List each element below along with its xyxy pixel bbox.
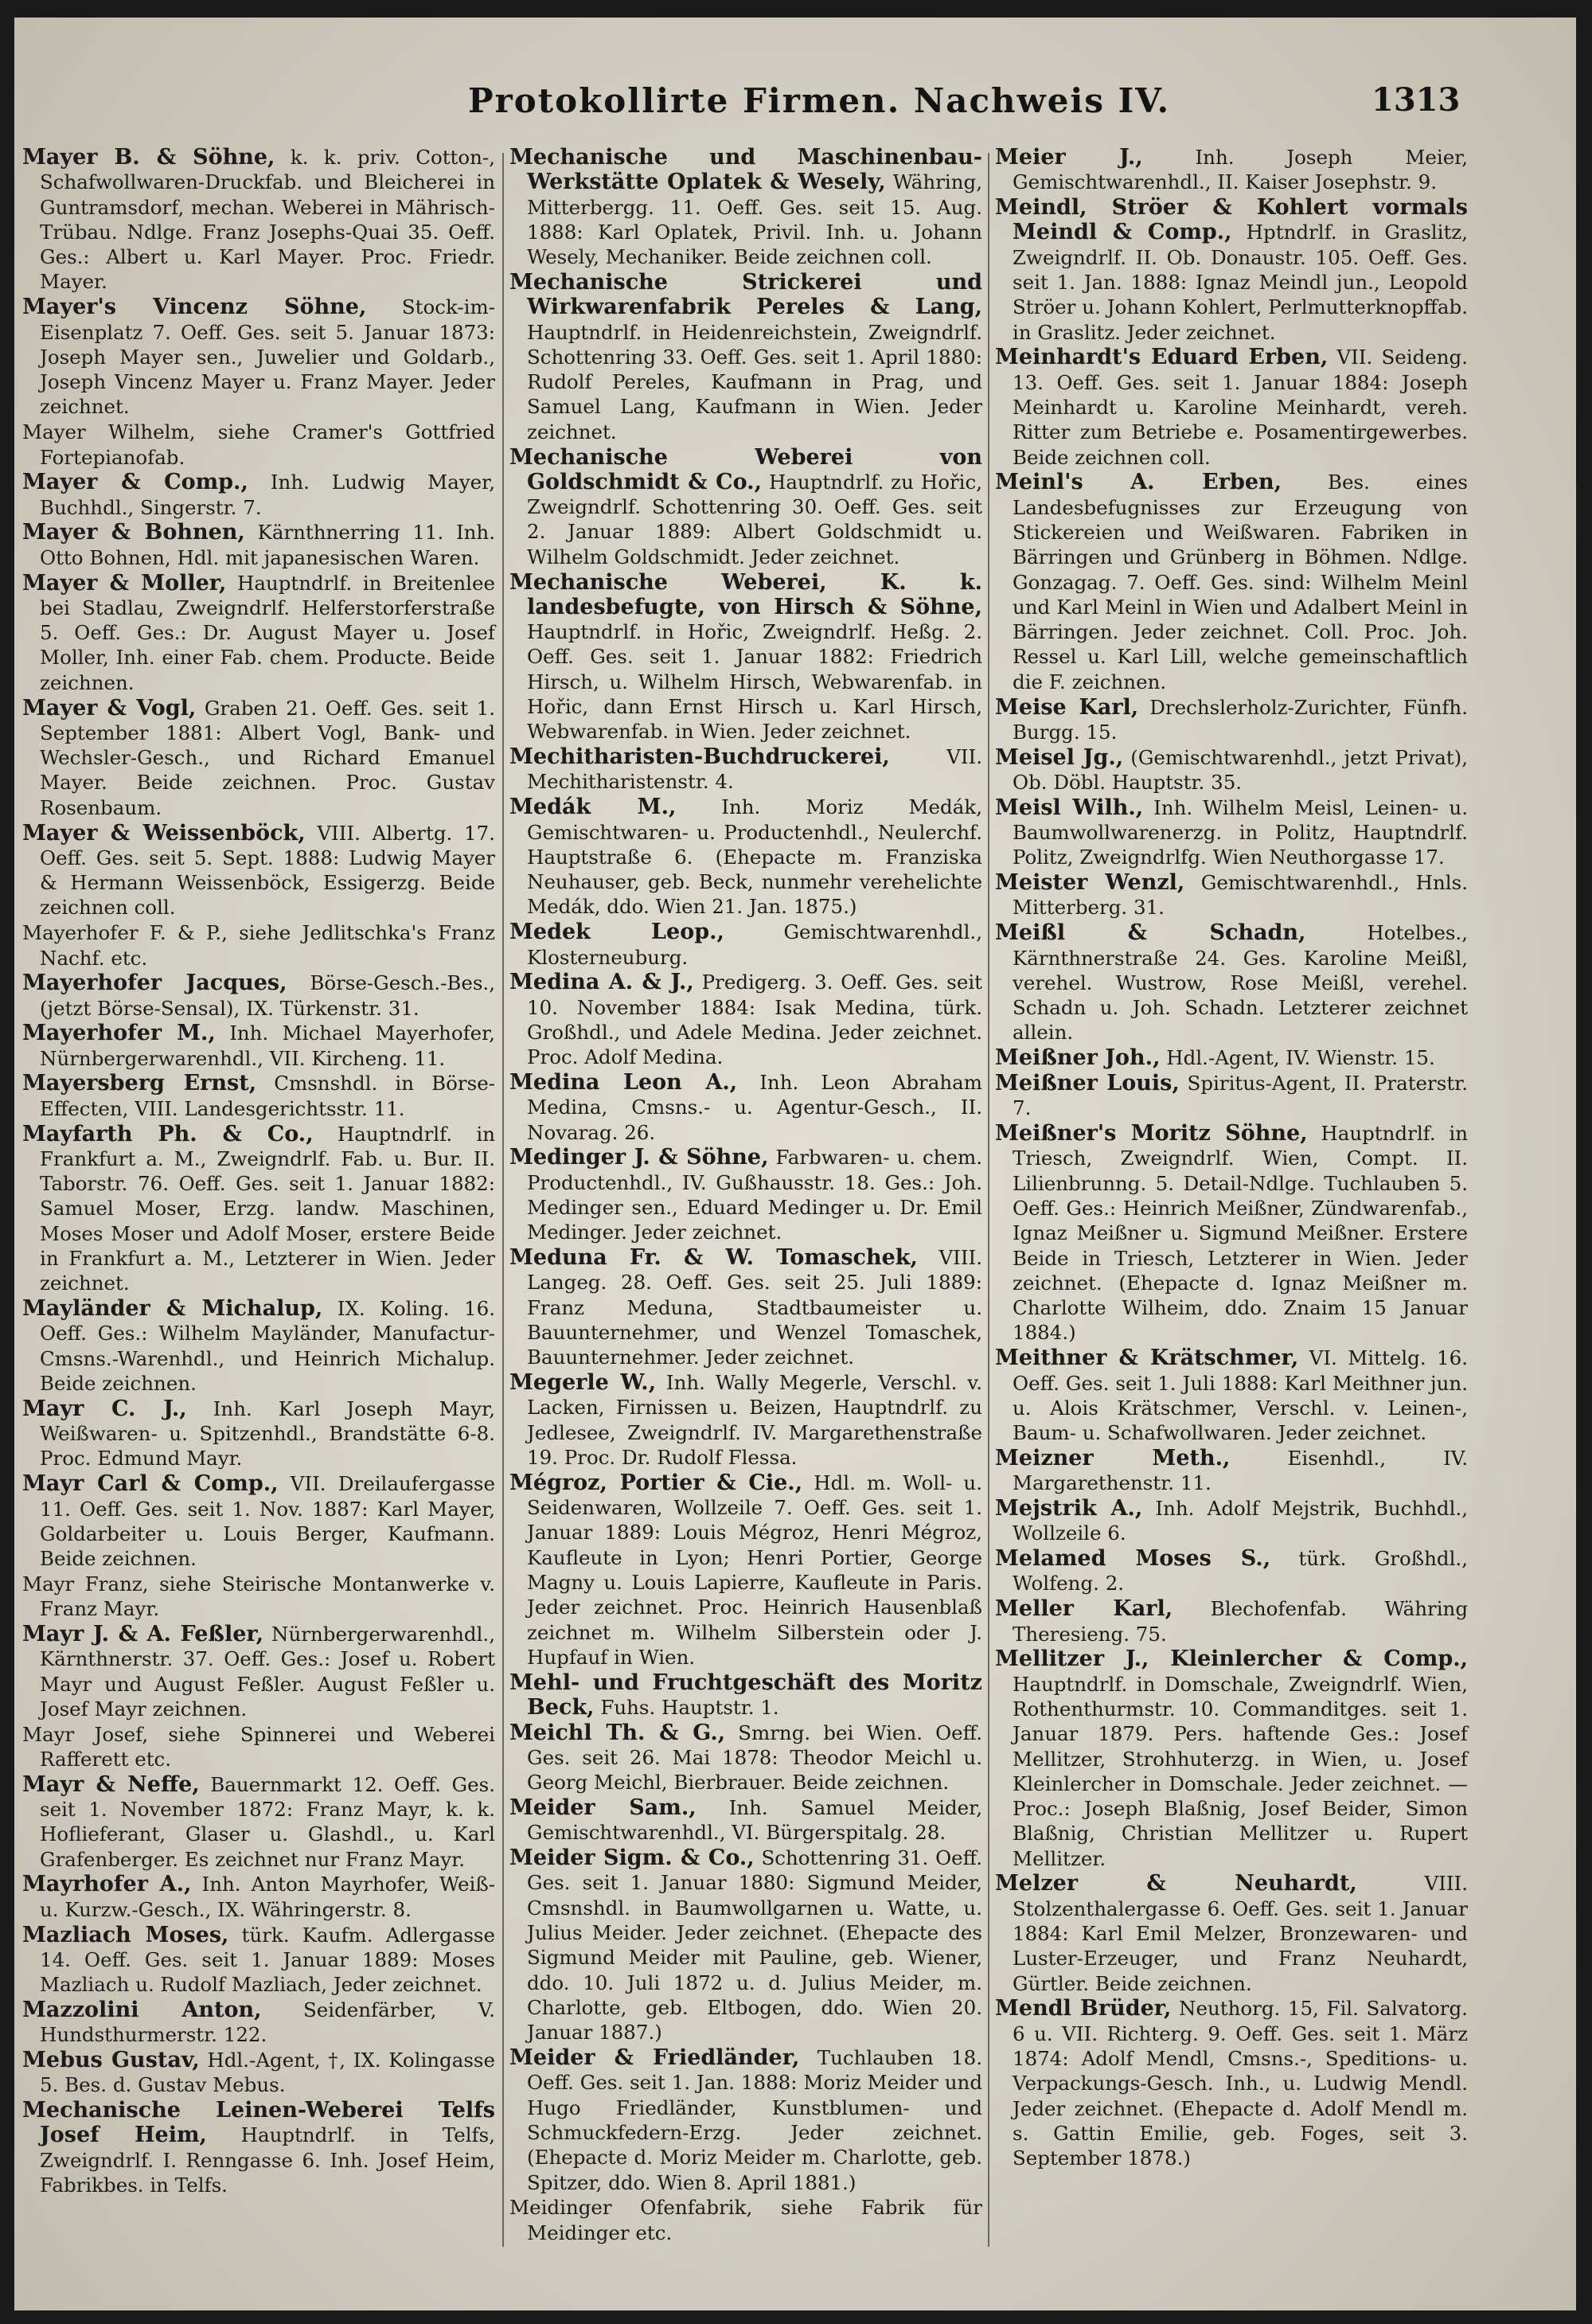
directory-entry [995,1546,1468,1596]
entry-text: VII. Mechitharistenstr. 4. [527,745,982,794]
entry-text: Nürnbergerwarenhdl., Kärnthnerstr. 37. Oeff. Ges.: Josef u. Robert Mayr und August Feßler. August Feßler u. Josef Mayr zeichnen. [40,1623,495,1721]
directory-entry [22,295,495,419]
directory-entry [22,696,495,820]
firm-name: Mayer & Weissenböck, [22,820,306,846]
entry-text: Hauptndrlf. in Triesch, Zweigndrlf. Wien, Compt. II. Lilienbrunng. 5. Detail-Ndlge. Tuchlauben 5. Oeff. Ges.: Heinrich Meißner, Zündwarenfab., Ignaz Meißner u. Sigmund Meißner. Erstere Beide in Triesch, Letzterer in Wien. Jeder zeichnet. (Ehepacte d. Ignaz Meißner m. Charlotte Wilheim, ddo. Znaim 15 Januar 1884.) [1013,1122,1469,1345]
entry-text: Graben 21. Oeff. Ges. seit 1. September 1881: Albert Vogl, Bank- und Wechsler-Gesch., und Richard Emanuel Mayer. Beide zeichnen. Proc. Gustav Rosenbaum. [40,696,495,819]
firm-name: Mayer & Bohnen, [22,520,245,545]
entry-text: Inh. Leon Abraham Medina, Cmsns.- u. Agentur-Gesch., II. Novarag. 26. [527,1070,982,1144]
directory-entry [509,1670,982,1721]
firm-name: Mayer & Comp., [22,470,248,495]
column-middle [509,145,982,2245]
entry-text: IX. Koling. 16. Oeff. Ges.: Wilhelm Mayländer, Manufactur-Cmsns.-Warenhdl., und Heinrich Michalup. Beide zeichnen. [40,1297,495,1396]
entry-text: Eisenhdl., IV. Margarethenstr. 11. [1013,1446,1468,1495]
directory-entry [22,1872,495,1922]
directory-entry [22,145,495,295]
directory-entry [509,920,982,970]
entry-text: VII. Seideng. 13. Oeff. Ges. seit 1. Januar 1884: Joseph Meinhardt u. Karoline Meinhardt, vereh. Ritter zum Betriebe e. Posamentirgewerbes. Beide zeichnen coll. [1013,346,1468,469]
directory-entry [22,1296,495,1396]
entry-text: Drechslerholz-Zurichter, Fünfh. Burgg. 15. [1013,695,1468,744]
directory-entry [509,1471,982,1670]
directory-entry [509,270,982,444]
directory-entry [22,571,495,695]
firm-name: Mayer's Vincenz Söhne, [22,295,367,320]
entry-text: Inh. Ludwig Mayer, Buchhdl., Singerstr. 7. [40,471,495,519]
firm-name: Mechanische Strickerei und Wirkwarenfabrik Pereles & Lang, [509,269,982,320]
firm-name: Medina A. & J., [509,970,694,995]
directory-entry [22,1021,495,1071]
entry-text: Mayer Wilhelm, siehe Cramer's Gottfried Fortepianofab. [22,420,495,469]
page [14,18,1576,2310]
entry-text: Inh. Anton Mayrhofer, Weiß- u. Kurzw.-Gesch., IX. Währingerstr. 8. [40,1873,495,1921]
firm-name: Mayfarth Ph. & Co., [22,1121,314,1146]
firm-name: Mayr C. J., [22,1396,187,1421]
directory-entry [22,920,495,971]
directory-entry [995,1996,1468,2170]
firm-name: Mayr J. & A. Feßler, [22,1622,264,1647]
directory-entry [22,1998,495,2048]
directory-entry [509,570,982,744]
entry-text: Bes. eines Landesbefugnisses zur Erzeugung von Stickereien und Weißwaren. Fabriken in Bärringen und Grünberg in Böhmen. Ndlge. Gonzagag. 7. Oeff. Ges. sind: Wilhelm Meinl und Karl Meinl in Wien und Adalbert Meinl in Bärringen. Jeder zeichnet. Coll. Proc. Joh. Ressel u. Karl Lill, welche gemeinschaftlich die F. zeichnen. [1013,471,1468,693]
directory-entry [509,1795,982,1846]
entry-text: Hotelbes., Kärnthnerstraße 24. Ges. Karoline Meißl, verehel. Wustrow, Rose Meißl, verehel. Schadn u. Joh. Schadn. Letzterer zeichnet allein. [1013,921,1468,1045]
directory-entry [22,1071,495,1121]
firm-name: Meinhardt's Eduard Erben, [995,345,1329,370]
entry-text: Inh. Adolf Mejstrik, Buchhdl., Wollzeile 6. [1013,1497,1468,1545]
entry-text: Blechofenfab. Währing Theresieng. 75. [1013,1597,1469,1646]
firm-name: Meithner & Krätschmer, [995,1346,1299,1371]
entry-text: Inh. Samuel Meider, Gemischtwarenhdl., VI. Bürgerspitalg. 28. [527,1796,982,1845]
directory-entry [22,470,495,520]
firm-name: Mayrhofer A., [22,1872,192,1897]
directory-entry [22,1722,495,1772]
column-divider [502,153,504,2247]
directory-entry [22,2098,495,2197]
firm-name: Mayer B. & Söhne, [22,145,275,170]
firm-name: Mechanische Weberei, K. k. landesbefugte, von Hirsch & Söhne, [509,569,982,619]
firm-name: Mayer & Moller, [22,570,227,596]
firm-name: Meindl, Ströer & Kohlert vormals Meindl & Comp., [995,195,1468,245]
firm-name: Mendl Brüder, [995,1996,1172,2021]
entry-text: Mayr Josef, siehe Spinnerei und Weberei Rafferett etc. [22,1722,495,1771]
directory-entry [509,1070,982,1145]
entry-text: Spiritus-Agent, II. Praterstr. 7. [1013,1071,1468,1120]
entry-text: Seidenfärber, V. Hundsthurmerstr. 122. [40,1998,496,2047]
entry-text: Kärnthnerring 11. Inh. Otto Bohnen, Hdl. mit japanesischen Waren. [40,521,495,569]
firm-name: Meinl's A. Erben, [995,470,1282,495]
firm-name: Medina Leon A., [509,1069,738,1095]
firm-name: Meduna Fr. & W. Tomaschek, [509,1245,918,1271]
firm-name: Meichl Th. & G., [509,1720,726,1745]
entry-text: VI. Mittelg. 16. Oeff. Ges. seit 1. Juli 1888: Karl Meithner jun. u. Alois Krätschmer, Verschl. v. Leinen-, Baum- u. Schafwollwaren. Jeder zeichnet. [1013,1346,1468,1445]
firm-name: Meißner's Moritz Söhne, [995,1121,1308,1146]
firm-name: Meller Karl, [995,1596,1173,1622]
entry-text: Hauptndrlf. in Heidenreichstein, Zweigndrlf. Schottenring 33. Oeff. Ges. seit 1. April 1880: Rudolf Pereles, Kaufmann in Prag, und Samuel Lang, Kaufmann in Wien. Jeder zeichnet. [527,320,982,443]
directory-entry [22,971,495,1021]
entry-text: Hauptndrlf. in Frankfurt a. M., Zweigndrlf. Fab. u. Bur. II. Taborstr. 76. Oeff. Ges. seit 1. Januar 1882: Samuel Moser, Erzg. landw. Maschinen, Moses Moser und Adolf Moser, erstere Beide in Frankfurt a. M., Letzterer in Wien. Jeder zeichnet. [40,1122,495,1295]
entry-text: Börse-Gesch.-Bes., (jetzt Börse-Sensal), IX. Türkenstr. 31. [40,971,495,1020]
firm-name: Meister Wenzl, [995,870,1185,896]
directory-entry [509,744,982,795]
entry-text: Smrng. bei Wien. Oeff. Ges. seit 26. Mai 1878: Theodor Meichl u. Georg Meichl, Bierbrauer. Beide zeichnen. [527,1721,982,1795]
entry-text: Hdl. m. Woll- u. Seidenwaren, Wollzeile 7. Oeff. Ges. seit 1. Januar 1889: Louis Mégroz, Henri Mégroz, Kaufleute in Lyon; Henri Portier, George Magny u. Louis Lapierre, Kaufleute in Paris. Jeder zeichnet. Proc. Heinrich Hausenblaß zeichnet m. Wilhelm Silberstein oder J. Hupfauf in Wien. [527,1471,982,1669]
firm-name: Mehl- und Fruchtgeschäft des Moritz Beck, [509,1670,982,1720]
page-number: 1313 [1372,81,1461,119]
firm-name: Meisel Jg., [995,744,1124,770]
firm-name: Medák M., [509,795,677,820]
directory-entry [995,795,1468,870]
firm-name: Meise Karl, [995,694,1139,720]
directory-entry [22,1622,495,1721]
directory-entry [995,1446,1468,1496]
directory-entry [995,1121,1468,1346]
entry-text: Mayr Franz, siehe Steirische Montanwerke v. Franz Mayr. [22,1572,495,1621]
entry-text: VIII. Langeg. 28. Oeff. Ges. seit 25. Juli 1889: Franz Meduna, Stadtbaumeister u. Bauunternehmer, und Wenzel Tomaschek, Bauunternehmer. Jeder zeichnet. [527,1246,982,1369]
firm-name: Mechanische Weberei von Goldschmidt & Co., [509,444,982,494]
entry-text: Hauptndrlf. in Domschale, Zweigndrlf. Wien, Rothenthurmstr. 10. Commanditges. seit 1. Januar 1879. Pers. haftende Ges.: Josef Mellitzer, Strohhuterzg. in Wien, u. Josef Kleinlercher in Domschale. Jeder zeichnet. — Proc.: Joseph Blaßnig, Josef Beider, Simon Blaßnig, Christian Mellitzer u. Rupert Mellitzer. [1013,1672,1468,1870]
entry-text: Schottenring 31. Oeff. Ges. seit 1. Januar 1880: Sigmund Meider, Cmsnshdl. in Baumwollgarnen u. Watte, u. Julius Meider. Jeder zeichnet. (Ehepacte des Sigmund Meider mit Pauline, geb. Wiener, ddo. 10. Juli 1872 u. d. Julius Meider, m. Charlotte, geb. Eltbogen, ddo. Wien 20. Januar 1887.) [527,1846,983,2045]
entry-text: Hauptndrlf. in Hořic, Zweigndrlf. Heßg. 2. Oeff. Ges. seit 1. Januar 1882: Friedrich Hirsch, u. Wilhelm Hirsch, Webwarenfab. in Hořic, dann Ernst Hirsch u. Karl Hirsch, Webwarenfab. in Wien. Jeder zeichnet. [527,620,982,744]
entry-text: Hauptndrlf. zu Hořic, Zweigndrlf. Schottenring 30. Oeff. Ges. seit 2. Januar 1889: Albert Goldschmidt u. Wilhelm Goldschmidt. Jeder zeichnet. [527,470,983,568]
entry-text: Gemischtwarenhdl., Klosterneuburg. [527,920,982,969]
entry-text: Bauernmarkt 12. Oeff. Ges. seit 1. November 1872: Franz Mayr, k. k. Hoflieferant, Glaser u. Glashdl., u. Karl Grafenberger. Es zeichnet nur Franz Mayr. [40,1772,495,1871]
entry-text: VII. Dreilaufergasse 11. Oeff. Ges. seit 1. Nov. 1887: Karl Mayer, Goldarbeiter u. Louis Berger, Kaufmann. Beide zeichnen. [40,1472,495,1571]
firm-name: Medek Leop., [509,920,724,945]
directory-entry [509,2045,982,2195]
firm-name: Meider Sigm. & Co., [509,1846,755,1871]
entry-text: Inh. Joseph Meier, Gemischtwarenhdl., II. Kaiser Josephstr. 9. [1013,146,1468,194]
directory-entry [509,1370,982,1470]
directory-entry [22,1572,495,1622]
directory-entry [509,145,982,269]
directory-entry [995,145,1468,195]
entry-text: Stock-im-Eisenplatz 7. Oeff. Ges. seit 5. Januar 1873: Joseph Mayer sen., Juwelier und Goldarb., Joseph Vincenz Mayer u. Franz Mayer. Jeder zeichnet. [40,295,495,419]
page-header [14,81,1576,145]
directory-entry [995,745,1468,795]
column-right [995,145,1468,2171]
entry-text: k. k. priv. Cotton-, Schafwollwaren-Druckfab. und Bleicherei in Guntramsdorf, mechan. Weberei in Mährisch-Trübau. Ndlge. Franz Josephs-Quai 35. Oeff. Ges.: Albert u. Karl Mayer. Proc. Friedr. Mayer. [40,146,496,294]
directory-entry [509,445,982,569]
firm-name: Meier J., [995,145,1143,170]
firm-name: Mayr Carl & Comp., [22,1471,279,1497]
directory-entry [995,1346,1468,1445]
firm-name: Mejstrik A., [995,1496,1143,1521]
firm-name: Mayerhofer M., [22,1021,216,1046]
firm-name: Melzer & Neuhardt, [995,1871,1357,1896]
entry-text: Hdl.-Agent, †, IX. Kolingasse 5. Bes. d. Gustav Mebus. [40,2049,495,2097]
directory-entry [995,1596,1468,1646]
entry-text: Inh. Karl Joseph Mayr, Weißwaren- u. Spitzenhdl., Brandstätte 6-8. Proc. Edmund Mayr. [40,1396,495,1471]
page-title: Protokollirte Firmen. Nachweis IV. [468,81,1171,120]
entry-text: VIII. Albertg. 17. Oeff. Ges. seit 5. Sept. 1888: Ludwig Mayer & Hermann Weissenböck, Essigerzg. Beide zeichnen coll. [40,821,495,920]
firm-name: Meizner Meth., [995,1445,1231,1471]
entry-text: Meidinger Ofenfabrik, siehe Fabrik für Meidinger etc. [509,2196,982,2244]
directory-entry [995,470,1468,694]
entry-text: Inh. Moriz Medák, Gemischtwaren- u. Productenhdl., Neulerchf. Hauptstraße 6. (Ehepacte m. Franziska Neuhauser, geb. Beck, nunmehr verehelichte Medák, ddo. Wien 21. Jan. 1875.) [527,795,982,919]
directory-entry [22,1471,495,1571]
directory-entry [22,520,495,570]
entry-text: türk. Großhdl., Wolfeng. 2. [1013,1547,1468,1596]
firm-name: Melamed Moses S., [995,1546,1271,1572]
firm-name: Meißner Louis, [995,1070,1180,1096]
entry-text: Hauptndrlf. in Telfs, Zweigndrlf. I. Renngasse 6. Inh. Josef Heim, Fabrikbes. in Telfs. [40,2123,495,2197]
directory-entry [509,1846,982,2045]
firm-name: Mebus Gustav, [22,2048,200,2073]
firm-name: Mazliach Moses, [22,1922,229,1947]
firm-name: Meißner Joh., [995,1045,1161,1071]
entry-text: (Gemischtwarenhdl., jetzt Privat), Ob. Döbl. Hauptstr. 35. [1013,745,1469,794]
entry-text: Hptndrlf. in Graslitz, Zweigndrlf. II. Ob. Donaustr. 105. Oeff. Ges. seit 1. Jan. 1888: Ignaz Meindl jun., Leopold Ströer u. Johann Kohlert, Perlmutterknopffab. in Graslitz. Jeder zeichnet. [1013,221,1468,344]
directory-entry [22,1122,495,1296]
firm-name: Meider & Friedländer, [509,2045,800,2071]
directory-entry [995,870,1468,920]
directory-entry [22,1923,495,1998]
firm-name: Mégroz, Portier & Cie., [509,1470,803,1495]
entry-text: Fuhs. Hauptstr. 1. [594,1695,779,1719]
firm-name: Mayländer & Michalup, [22,1296,323,1322]
firm-name: Mazzolini Anton, [22,1997,262,2022]
firm-name: Meißl & Schadn, [995,920,1306,946]
firm-name: Mechitharisten-Buchdruckerei, [509,744,890,770]
directory-entry [22,1772,495,1872]
directory-entry [509,1721,982,1795]
directory-entry [22,1396,495,1471]
directory-entry [995,1045,1468,1070]
entry-text: Hauptndrlf. in Breitenlee bei Stadlau, Zweigndrlf. Helferstorferstraße 5. Oeff. Ges.: Dr. August Mayer u. Josef Moller, Inh. einer Fab. chem. Producte. Beide zeichnen. [40,571,495,694]
directory-entry [995,1071,1468,1121]
directory-entry [995,920,1468,1045]
firm-name: Mechanische Leinen-Weberei Telfs Josef Heim, [22,2098,495,2148]
column-left [22,145,495,2198]
firm-name: Meider Sam., [509,1795,696,1821]
firm-name: Mayer & Vogl, [22,695,197,721]
entry-text: Predigerg. 3. Oeff. Ges. seit 10. November 1884: Isak Medina, türk. Großhdl., und Adele Medina. Jeder zeichnet. Proc. Adolf Medina. [527,971,983,1069]
entry-text: Tuchlauben 18. Oeff. Ges. seit 1. Jan. 1888: Moriz Meider und Hugo Friedländer, Kunstblumen- und Schmuckfedern-Erzg. Jeder zeichnet. (Ehepacte d. Moriz Meider m. Charlotte, geb. Spitzer, ddo. Wien 8. April 1881.) [527,2046,982,2194]
directory-entry [509,795,982,919]
directory-entry [509,1245,982,1369]
entry-text: Inh. Michael Mayerhofer, Nürnbergerwarenhdl., VII. Kircheng. 11. [40,1021,495,1070]
entry-text: Inh. Wilhelm Meisl, Leinen- u. Baumwollwarenerzg. in Politz, Hauptndrlf. Politz, Zweigndrlfg. Wien Neuthorgasse 17. [1013,795,1468,869]
firm-name: Meisl Wilh., [995,795,1144,820]
firm-name: Mayersberg Ernst, [22,1071,257,1096]
firm-name: Mechanische und Maschinenbau-Werkstätte Oplatek & Wesely, [509,145,982,195]
entry-text: VIII. Stolzenthalergasse 6. Oeff. Ges. seit 1. Januar 1884: Karl Emil Melzer, Bronzewaren- und Luster-Erzeuger, und Franz Neuhardt, Gürtler. Beide zeichnen. [1013,1872,1468,1995]
firm-name: Mayerhofer Jacques, [22,971,287,996]
directory-entry [995,195,1468,345]
directory-entry [995,1871,1468,1995]
directory-entry [995,345,1468,469]
entry-text: Mayerhofer F. & P., siehe Jedlitschka's Franz Nachf. etc. [22,921,495,970]
entry-text: Farbwaren- u. chem. Productenhdl., IV. Gußhausstr. 18. Ges.: Joh. Medinger sen., Eduard Medinger u. Dr. Emil Medinger. Jeder zeichnet. [527,1146,982,1244]
firm-name: Medinger J. & Söhne, [509,1145,769,1170]
directory-entry [22,420,495,470]
directory-entry [509,1145,982,1244]
column-divider [988,153,989,2247]
directory-entry [995,695,1468,745]
entry-text: Gemischtwarenhdl., Hnls. Mitterberg. 31. [1013,871,1468,920]
entry-text: Neuthorg. 15, Fil. Salvatorg. 6 u. VII. Richterg. 9. Oeff. Ges. seit 1. März 1874: Adolf Mendl, Cmsns.-, Speditions- u. Verpackungs-Gesch. Inh., u. Ludwig Mendl. Jeder zeichnet. (Ehepacte d. Adolf Mendl m. s. Gattin Emilie, geb. Foges, seit 3. September 1878.) [1013,1997,1468,2170]
directory-entry [22,2048,495,2098]
directory-entry [22,821,495,920]
firm-name: Mayr & Neffe, [22,1771,200,1797]
directory-entry [995,1646,1468,1871]
entry-text: Inh. Wally Megerle, Verschl. v. Lacken, Firnissen u. Beizen, Hauptndrlf. zu Jedlesee, Zweigndrlf. IV. Margarethenstraße 19. Proc. Dr. Rudolf Flessa. [527,1371,983,1469]
entry-text: Cmsnshdl. in Börse-Effecten, VIII. Landesgerichtsstr. 11. [40,1072,495,1120]
directory-entry [509,970,982,1069]
entry-text: Währing, Mitterbergg. 11. Oeff. Ges. seit 15. Aug. 1888: Karl Oplatek, Privil. Inh. u. Johann Wesely, Mechaniker. Beide zeichnen coll. [527,170,982,269]
entry-text: türk. Kaufm. Adlergasse 14. Oeff. Ges. seit 1. Januar 1889: Moses Mazliach u. Rudolf Mazliach, Jeder zeichnet. [40,1923,495,1997]
directory-entry [995,1496,1468,1546]
firm-name: Megerle W., [509,1370,657,1396]
directory-entry [509,2195,982,2245]
firm-name: Mellitzer J., Kleinlercher & Comp., [995,1646,1468,1672]
entry-text: Hdl.-Agent, IV. Wienstr. 15. [1160,1046,1435,1070]
